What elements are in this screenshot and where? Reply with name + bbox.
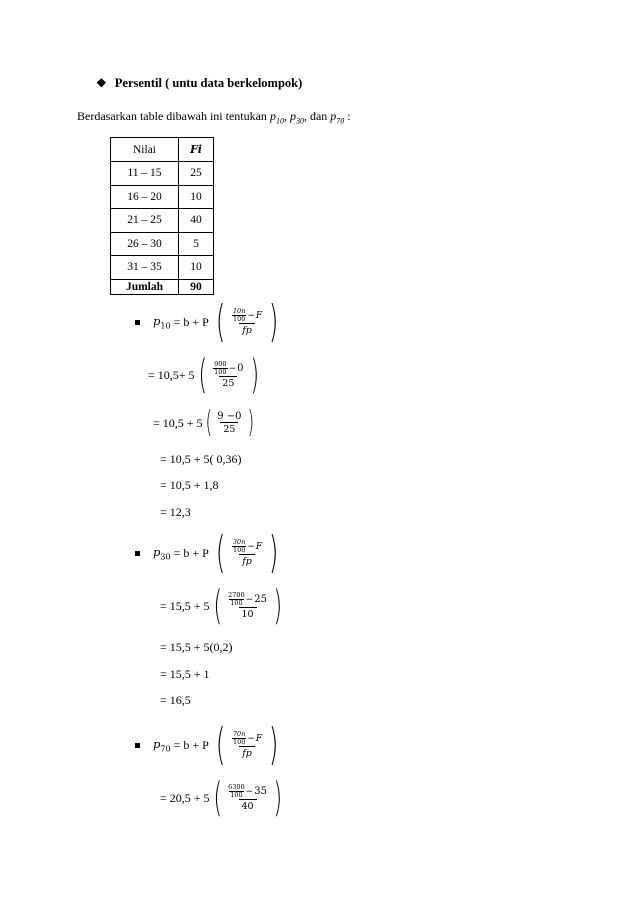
p30-step-1: = 15,5 + 5 ( 2700 100 − 25 10 )	[160, 583, 283, 629]
table-row: 26 – 30 5	[111, 232, 214, 256]
p10-step-2: = 10,5 + 5 ( $\frac{9 -0}{25}$ )	[153, 405, 254, 440]
intro-text: Berdasarkan table dibawah ini tentukan $p_{10}$, $p_{30}$, dan $p_{70}$ :	[77, 109, 351, 126]
column-header-fi: Fi	[179, 138, 214, 162]
section-heading: ❖ Persentil ( untu data berkelompok)	[96, 76, 303, 90]
table-row: 21 – 25 40	[111, 209, 214, 233]
p10-formula: $p_{10}$ = b + P ( 10n 100 − F fp )	[153, 296, 279, 347]
column-header-nilai: Nilai	[111, 138, 179, 162]
p10-step-4: = 10,5 + 1,8	[160, 478, 219, 492]
diamond-bullet-icon: ❖	[96, 76, 107, 90]
p70-step-1: = 20,5 + 5 ( 6300 100 − 35 40 )	[160, 775, 283, 821]
p30-formula: $p_{30}$ = b + P ( 30n 100 − F fp )	[153, 527, 279, 578]
table-row: 31 – 35 10	[111, 256, 214, 280]
var-p70: $p_{70}$	[330, 109, 345, 126]
p70-formula: $p_{70}$ = b + P ( 70n 100 − F fp )	[153, 719, 279, 770]
p10-step-1: = 10,5+ 5 ( 900 100 − 0 25 )	[148, 352, 259, 398]
frequency-table	[110, 137, 214, 295]
table-header-row	[111, 138, 214, 162]
var-p30: $p_{30}$	[289, 109, 304, 126]
p30-result: = 16,5	[160, 693, 191, 707]
var-p10: $p_{10}$	[269, 109, 284, 126]
p30-step-2: = 15,5 + 5(0,2)	[160, 640, 233, 654]
bullet-icon	[135, 743, 140, 748]
table-total-row: Jumlah 90	[111, 279, 214, 294]
table-row: 16 – 20 10	[111, 185, 214, 209]
bullet-icon	[135, 320, 140, 325]
bullet-icon	[135, 551, 140, 556]
table-row: 11 – 15 25	[111, 162, 214, 186]
p10-step-3: = 10,5 + 5( 0,36)	[160, 452, 242, 466]
p30-step-3: = 15,5 + 1	[160, 667, 210, 681]
p10-result: = 12,3	[160, 505, 191, 519]
